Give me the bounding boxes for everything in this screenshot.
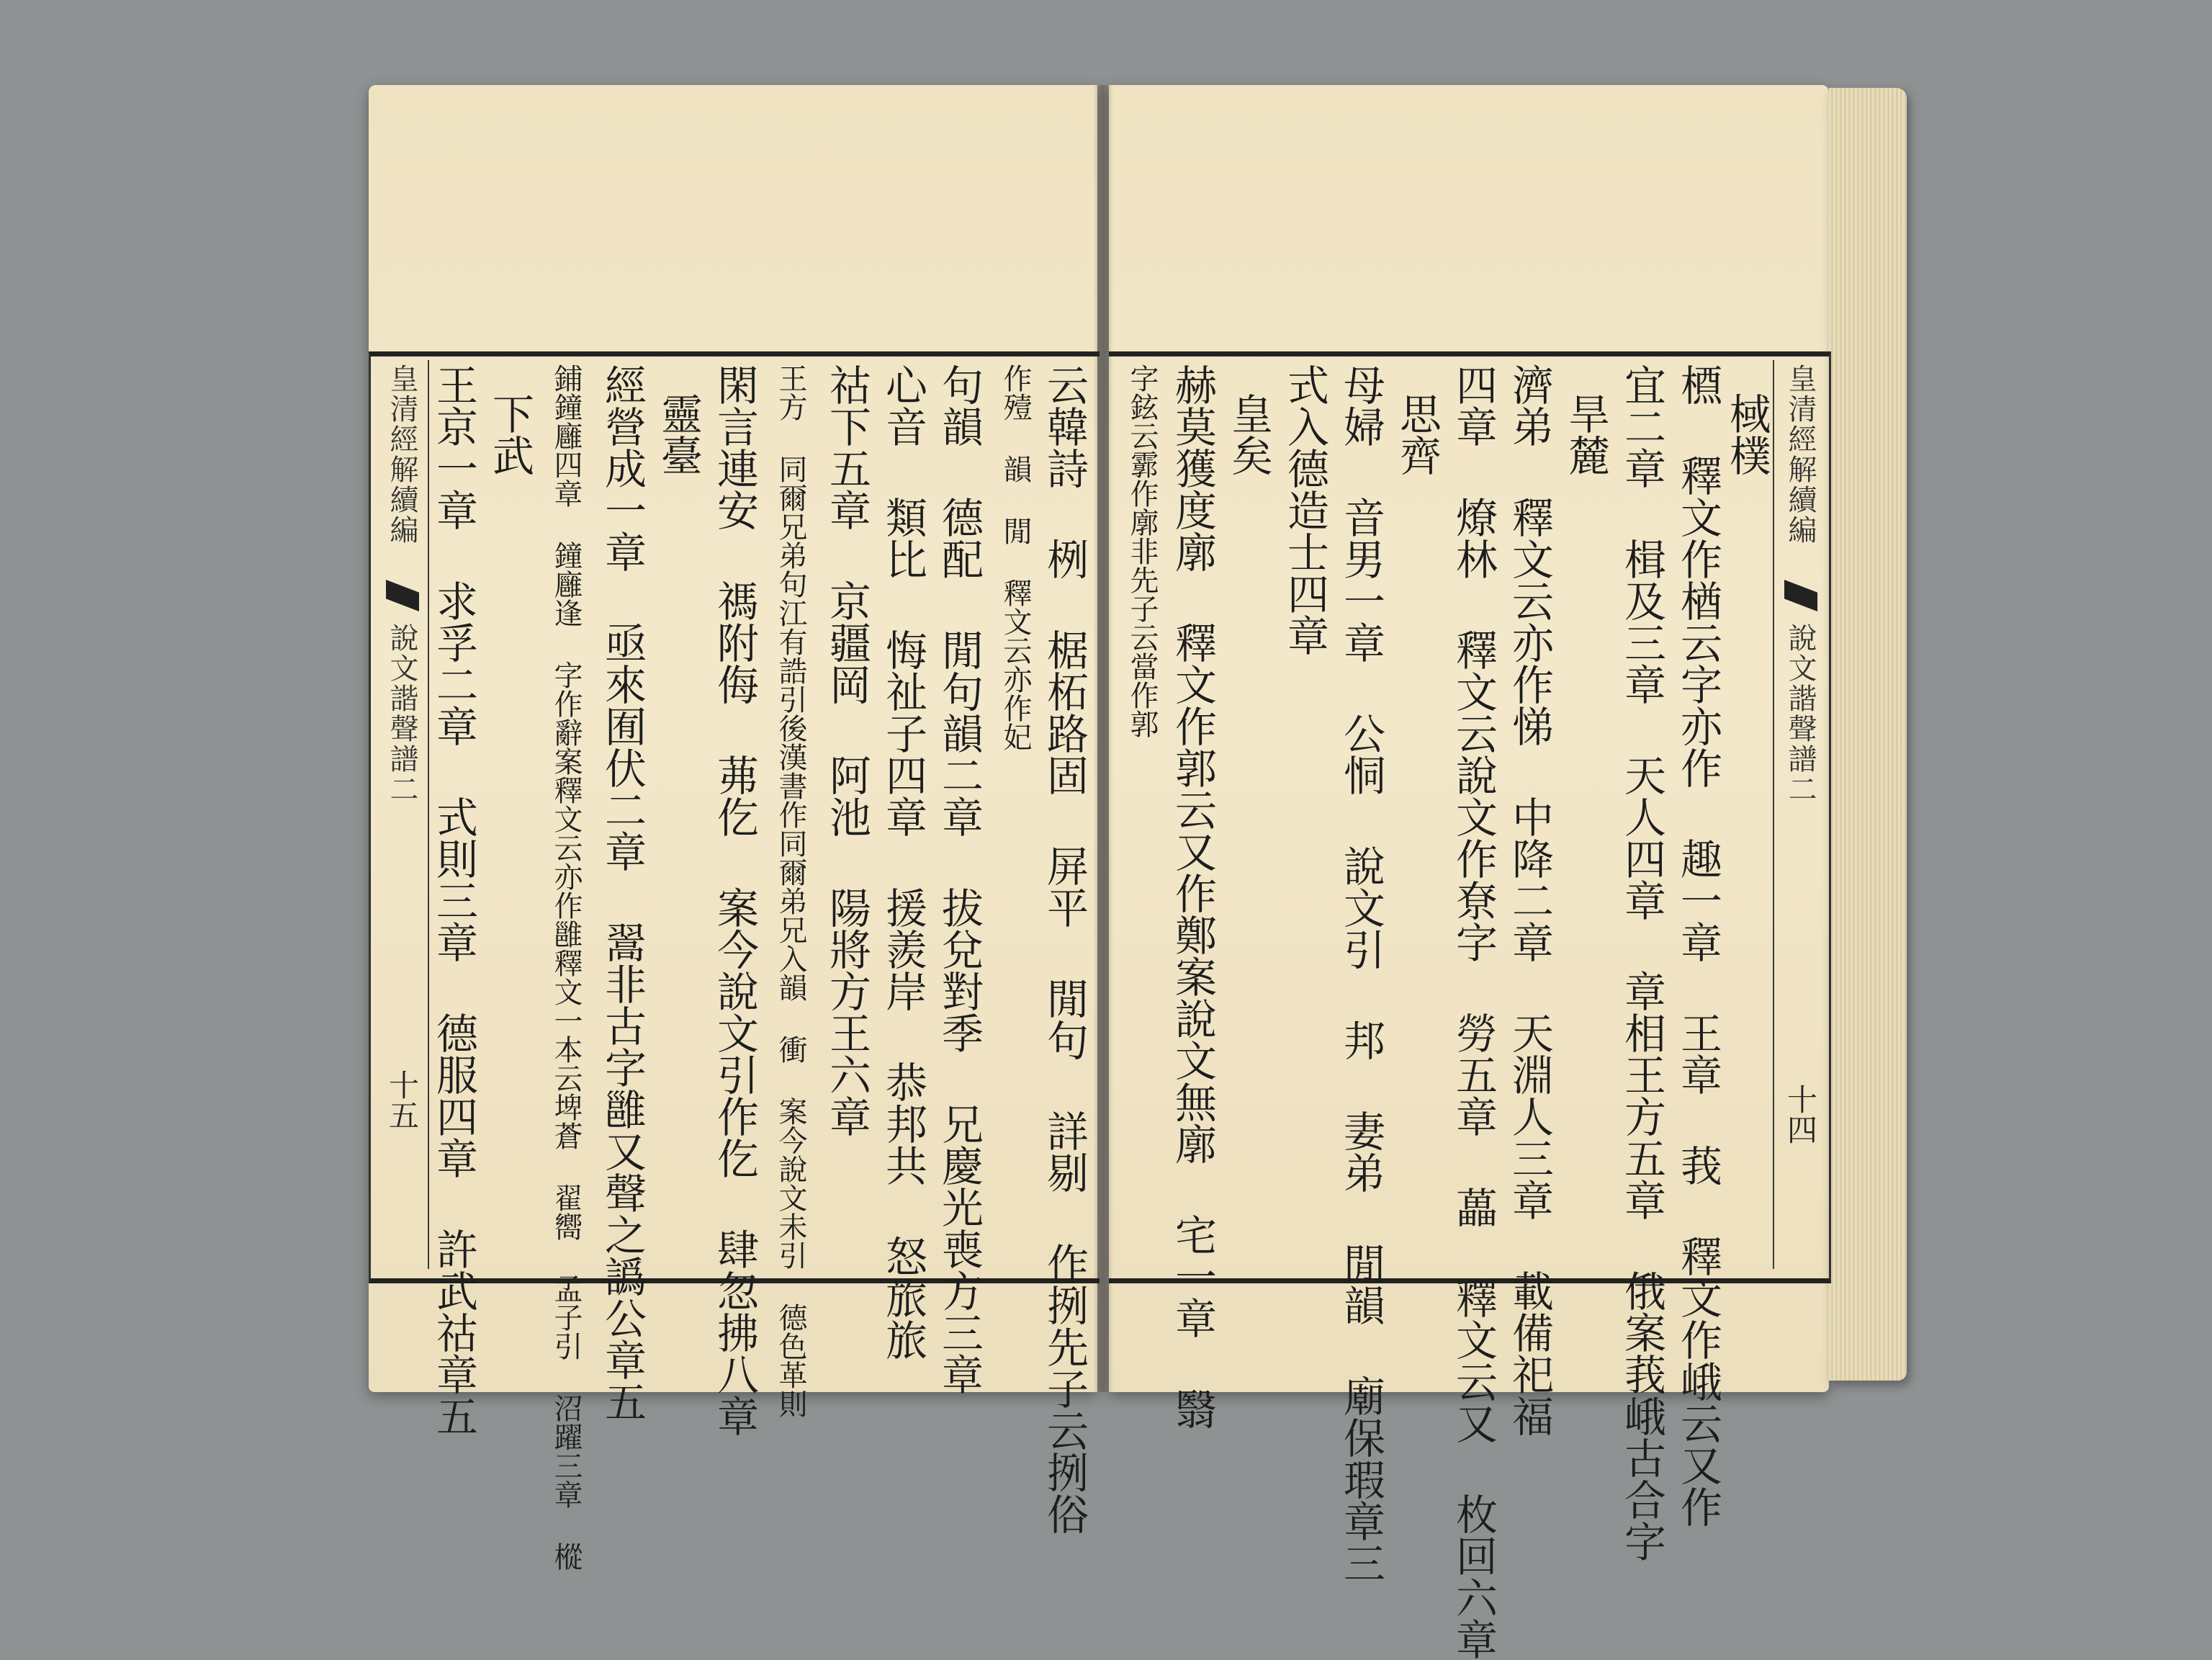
column-rule xyxy=(1773,360,1774,1269)
text-column: 赫莫獲度廓 釋文作郭云又作鄭案說文無廓 宅一章 翳 xyxy=(1168,364,1217,1430)
text-column: 皇矣 xyxy=(1224,392,1273,476)
text-column: 作殪 韻 閒 釋文云亦作妃 xyxy=(999,364,1032,751)
text-column: 閑言連安 禡附侮 茀仡 案今說文引作仡 肆忽拂八章 xyxy=(710,364,759,1437)
text-column: 王京一章 求孚二章 式則三章 德服四章 許武祜章五 xyxy=(429,364,478,1437)
text-column: 母婦 音男一章 公恫 說文引 邦 妻弟 閒韻 廟保瑕章三 xyxy=(1336,364,1385,1584)
text-column: 下武 xyxy=(485,392,534,476)
text-column: 字鉉云霩作廓非先子云當作郭 xyxy=(1125,364,1159,738)
text-column: 濟弟 釋文云亦作悌 中降二章 天淵人三章 載備祀福 xyxy=(1505,364,1554,1437)
left-margin xyxy=(380,364,423,1264)
text-column: 心音 類比 悔祉子四章 援羨岸 恭邦共 怒旅旅 xyxy=(878,364,927,1360)
right-margin xyxy=(1779,364,1822,1264)
left-text-block xyxy=(429,364,1097,1571)
text-column: 句韻 德配 閒句韻二章 拔兌對季 兄慶光喪方三章 xyxy=(935,364,984,1395)
text-column: 旱麓 xyxy=(1561,392,1610,476)
text-column: 棫樸 xyxy=(1722,392,1771,476)
text-column: 王方 同爾兄弟句江有誥引後漢書作同爾弟兄入韻 衝 案今說文未引 德色革則 xyxy=(774,364,807,1418)
right-text-block xyxy=(1120,364,1771,1660)
right-chapter-title: 說文諧聲譜二 xyxy=(1784,623,1817,804)
text-column: 式入德造士四章 xyxy=(1280,364,1329,656)
text-column: 宜二章 楫及三章 天人四章 章相王方五章 俄案莪峨古合字 xyxy=(1617,364,1666,1562)
text-column: 云韓詩 栵 椐柘路固 屏平 閒句 詳剔 作挒先子云挒俗 xyxy=(1040,364,1089,1535)
text-column: 槱 釋文作楢云字亦作 趣一章 王章 莪 釋文作峨云又作 xyxy=(1673,364,1722,1527)
right-book-title: 皇清經解續編 xyxy=(1784,364,1817,545)
page-block-edge xyxy=(1829,88,1907,1381)
left-chapter-title: 說文諧聲譜二 xyxy=(385,623,418,804)
right-page-number: 十四 xyxy=(1783,1084,1818,1144)
left-page-number: 十五 xyxy=(385,1069,420,1130)
text-column: 經營成一章 亟來囿伏二章 翯非古字雝又聲之譌公章五 xyxy=(598,364,647,1422)
text-column: 四章 燎林 釋文云說文作尞字 勞五章 藟 釋文云又 枚回六章 xyxy=(1449,364,1498,1660)
text-column: 思齊 xyxy=(1393,392,1442,476)
text-column: 鋪鐘廱四章 鐘廱逢 字作辭案釋文云亦作雝釋文一本云埤蒼 翟嚮 孟子引 沼躍三章 樅 xyxy=(549,364,583,1571)
left-book-title: 皇清經解續編 xyxy=(385,364,418,545)
text-column: 靈臺 xyxy=(654,392,703,476)
text-column: 祜下五章 京疆岡 阿池 陽將方王六章 xyxy=(822,364,871,1137)
